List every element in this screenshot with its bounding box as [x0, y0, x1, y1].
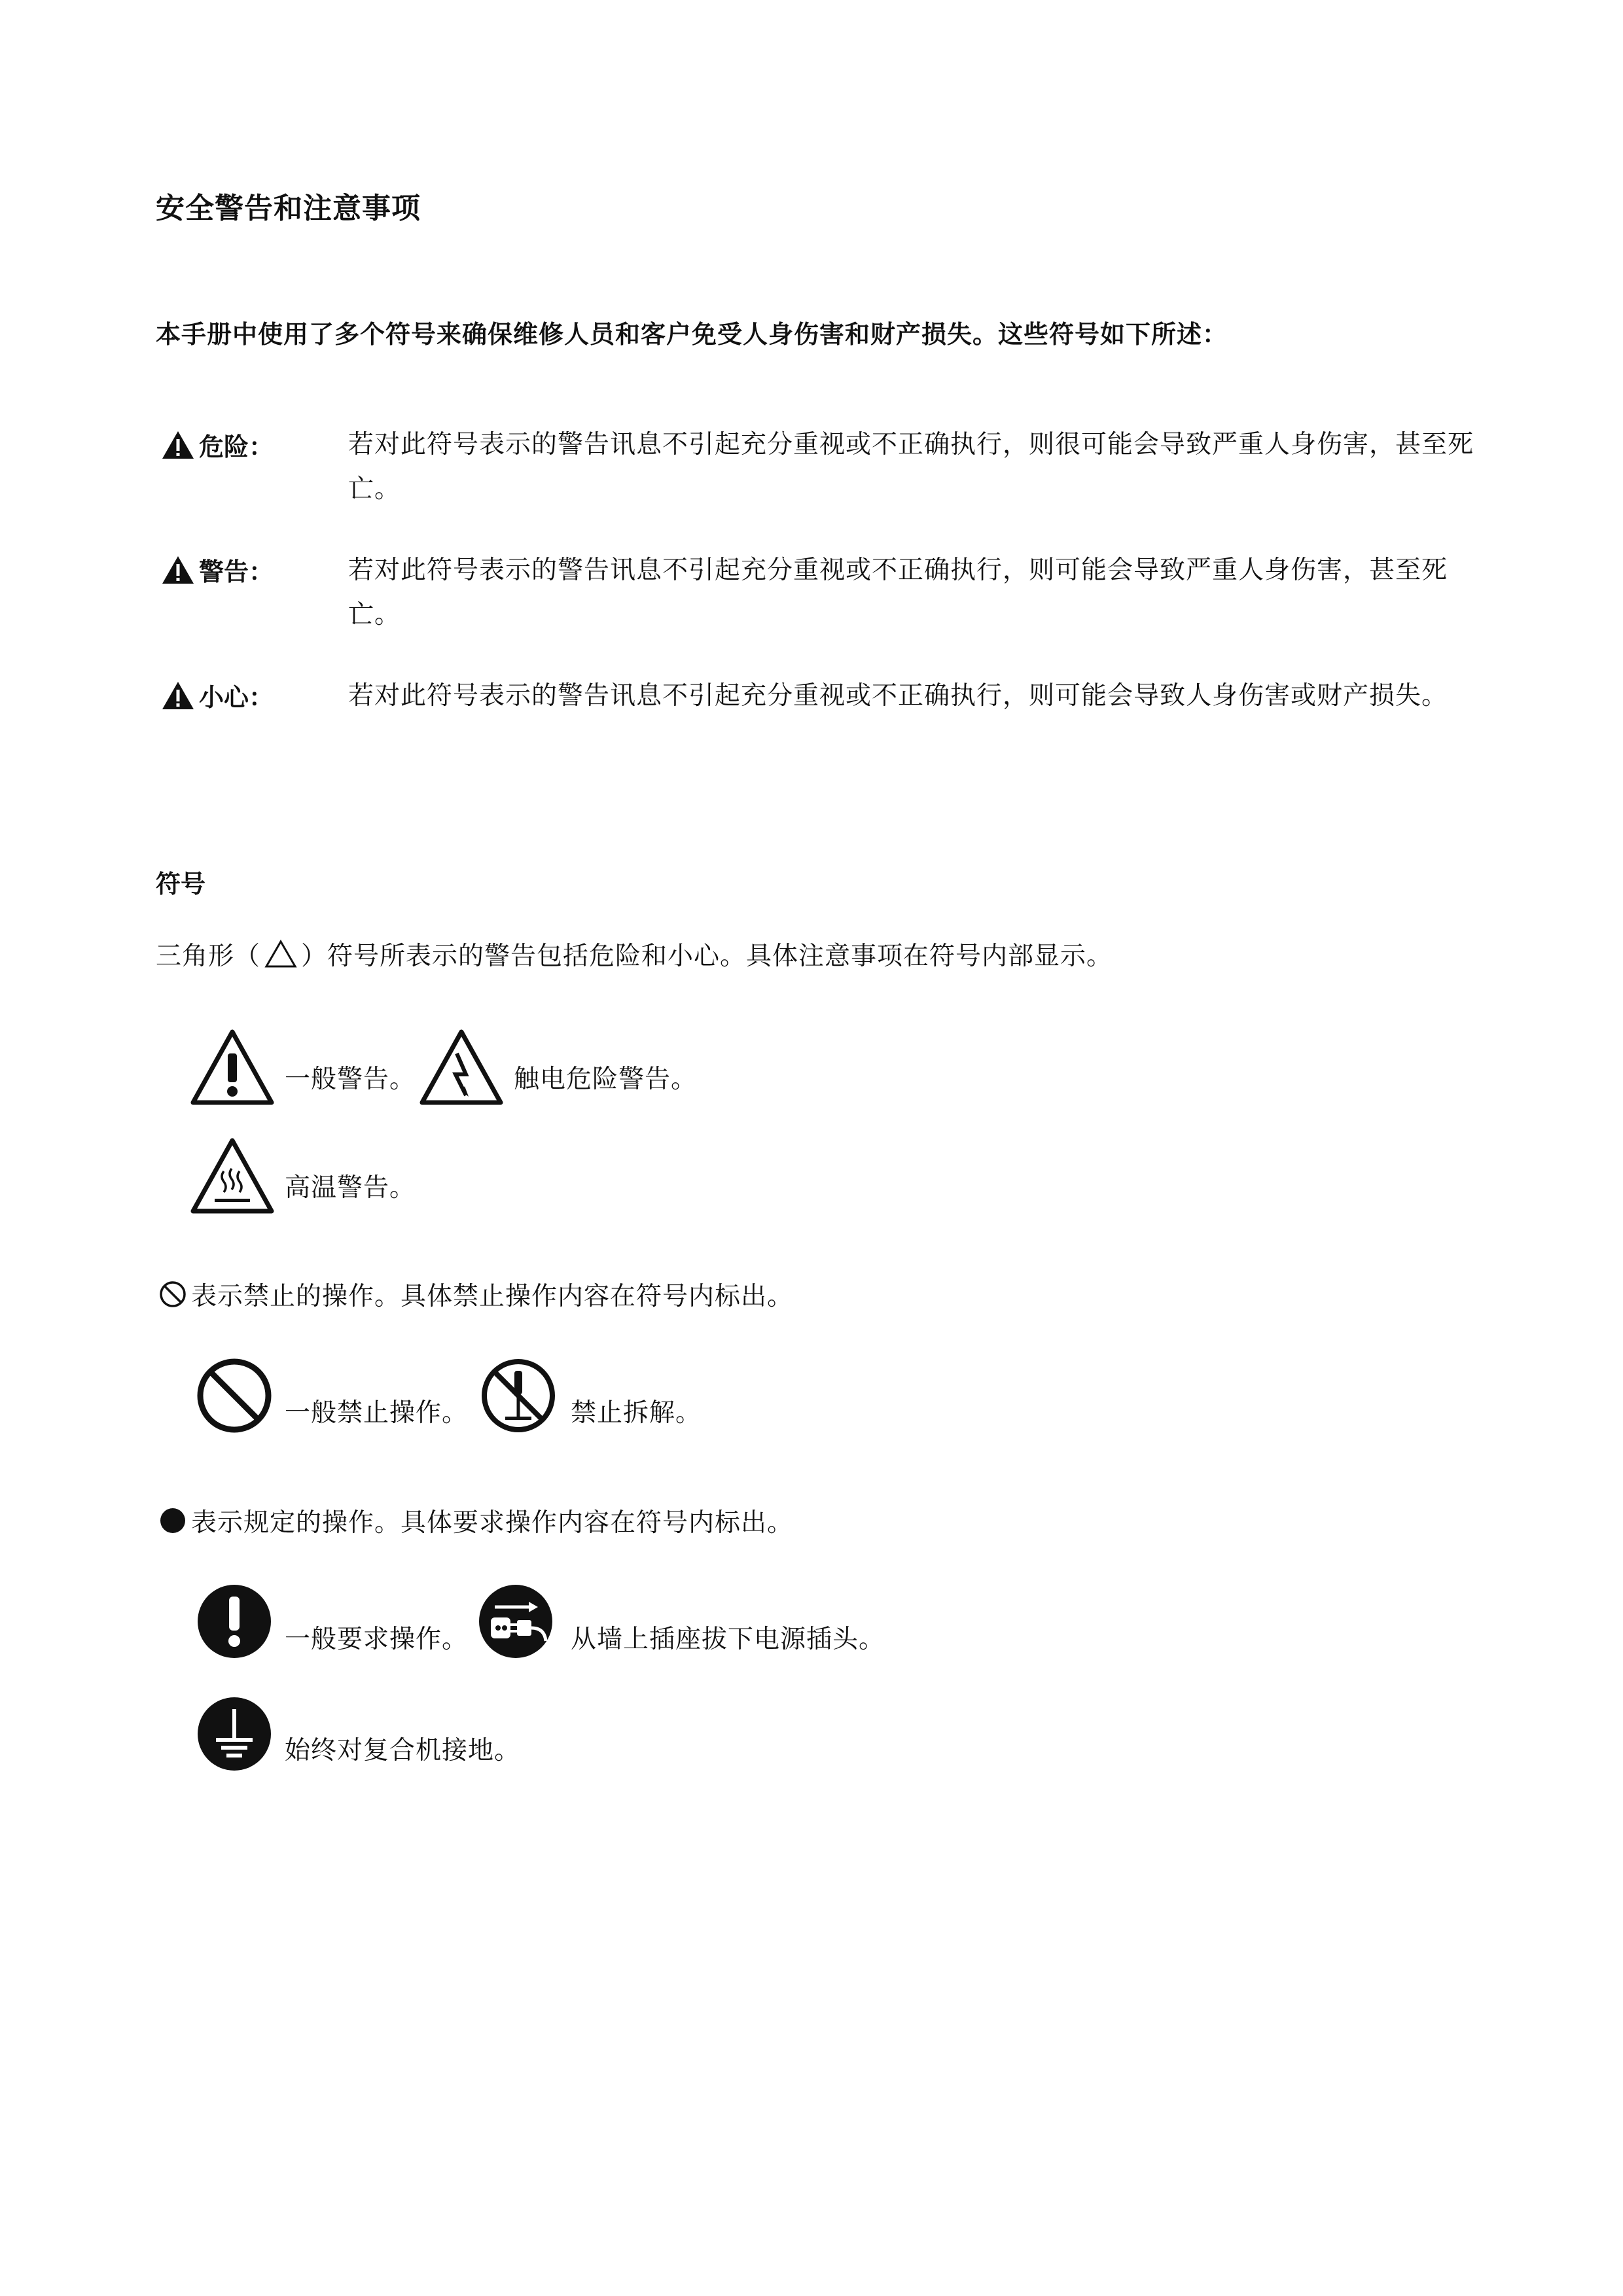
danger-term — [161, 427, 274, 463]
danger-label: 危险： — [199, 433, 274, 461]
warning-label: 警告： — [199, 557, 274, 586]
general-warning-icon — [190, 1029, 275, 1106]
caution-term — [161, 677, 274, 713]
triangle-text-post: ）符号所表示的警告包括危险和小心。具体注意事项在符号内部显示。 — [301, 942, 1113, 971]
ground-label: 始终对复合机接地。 — [285, 1736, 521, 1765]
no-disassembly-icon — [479, 1356, 558, 1435]
general-prohibition-label: 一般禁止操作。 — [285, 1398, 469, 1428]
caution-description: 若对此符号表示的警告讯息不引起充分重视或不正确执行，则可能会导致人身伤害或财产损失。 — [348, 681, 1448, 711]
warning-term — [161, 552, 274, 588]
warning-triangle-icon — [161, 680, 195, 711]
symbols-heading: 符号 — [156, 870, 206, 898]
triangle-text-pre: 三角形（ — [156, 942, 261, 971]
warning-description: 若对此符号表示的警告讯息不引起充分重视或不正确执行，则可能会导致严重人身伤害，甚至死亡。 — [348, 556, 1448, 629]
outline-triangle-icon — [264, 940, 297, 968]
high-temperature-icon — [190, 1137, 275, 1214]
filled-circle-icon — [158, 1506, 187, 1535]
electric-warning-label: 触电危险警告。 — [514, 1065, 698, 1094]
general-required-label: 一般要求操作。 — [285, 1625, 469, 1654]
general-prohibition-icon — [195, 1356, 274, 1435]
prohibit-text: 表示禁止的操作。具体禁止操作内容在符号内标出。 — [191, 1282, 794, 1311]
prohibition-small-icon — [158, 1280, 187, 1309]
general-warning-label: 一般警告。 — [285, 1065, 416, 1094]
warning-triangle-icon — [161, 430, 195, 460]
intro-text: 本手册中使用了多个符号来确保维修人员和客户免受人身伤害和财产损失。这些符号如下所述： — [156, 320, 1228, 349]
general-required-icon — [195, 1582, 274, 1661]
triangle-explanation — [156, 936, 1113, 972]
no-disassembly-label: 禁止拆解。 — [571, 1398, 702, 1428]
caution-label: 小心： — [199, 683, 274, 712]
required-explanation — [158, 1502, 793, 1539]
prohibit-explanation — [158, 1276, 793, 1313]
unplug-icon — [476, 1582, 558, 1661]
ground-icon — [195, 1695, 274, 1773]
page-title: 安全警告和注意事项 — [156, 192, 421, 225]
unplug-label: 从墙上插座拔下电源插头。 — [571, 1625, 885, 1654]
electric-shock-icon — [419, 1029, 504, 1106]
required-text: 表示规定的操作。具体要求操作内容在符号内标出。 — [191, 1508, 794, 1538]
warning-triangle-icon — [161, 555, 195, 585]
danger-description: 若对此符号表示的警告讯息不引起充分重视或不正确执行，则很可能会导致严重人身伤害，甚至死亡。 — [348, 430, 1474, 504]
heat-warning-label: 高温警告。 — [285, 1173, 416, 1203]
